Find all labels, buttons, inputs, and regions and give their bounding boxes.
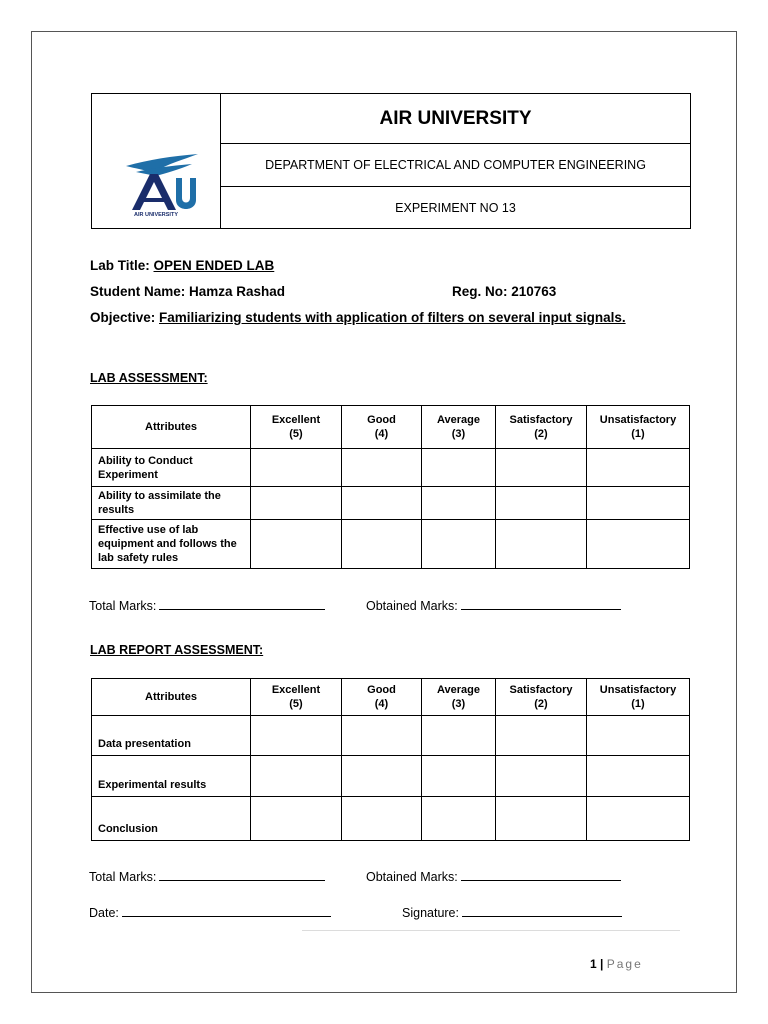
header-excellent: Excellent (5) [251, 406, 342, 449]
objective-label: Objective: [90, 310, 160, 325]
footer-divider [302, 930, 680, 931]
table-row [92, 520, 690, 569]
student-name: Student Name: Hamza Rashad [90, 284, 286, 299]
table-row [92, 449, 690, 487]
report-total-marks-field[interactable] [89, 869, 325, 884]
header-attributes: Attributes [92, 406, 251, 449]
page-number-value: 1 [590, 957, 597, 971]
report-obtained-marks-field[interactable] [366, 869, 621, 884]
attribute-cell: Conclusion [92, 797, 251, 841]
score-cell[interactable] [251, 449, 342, 487]
report-total-marks-label: Total Marks: [89, 870, 157, 884]
header-attributes: Attributes [92, 679, 251, 716]
experiment-number: EXPERIMENT NO 13 [395, 200, 516, 215]
score-cell[interactable] [496, 520, 587, 569]
lab-report-assessment-title: LAB REPORT ASSESSMENT: [90, 643, 264, 657]
total-marks-label: Total Marks: [89, 599, 157, 613]
score-cell[interactable] [496, 716, 587, 756]
score-cell[interactable] [342, 449, 422, 487]
score-cell[interactable] [342, 487, 422, 520]
score-cell[interactable] [422, 449, 496, 487]
lab-assessment-table [91, 405, 690, 569]
table-header-row [92, 406, 690, 449]
header-average: Average (3) [422, 679, 496, 716]
lab-assessment-title: LAB ASSESSMENT: [90, 371, 208, 385]
score-cell[interactable] [587, 487, 690, 520]
table-row [92, 487, 690, 520]
air-university-logo [92, 94, 220, 228]
table-row [92, 716, 690, 756]
attribute-cell: Ability to Conduct Experiment [92, 449, 251, 487]
report-obtained-marks-label: Obtained Marks: [366, 870, 458, 884]
header-excellent: Excellent (5) [251, 679, 342, 716]
obtained-marks-blank[interactable] [461, 598, 621, 610]
score-cell[interactable] [342, 756, 422, 797]
attribute-cell: Data presentation [92, 716, 251, 756]
lab-title-line [90, 258, 274, 273]
score-cell[interactable] [422, 487, 496, 520]
score-cell[interactable] [587, 520, 690, 569]
obtained-marks-label: Obtained Marks: [366, 599, 458, 613]
score-cell[interactable] [496, 449, 587, 487]
logo-cell [92, 94, 221, 228]
attribute-cell: Ability to assimilate the results [92, 487, 251, 520]
date-field[interactable] [89, 905, 331, 920]
attribute-cell: Experimental results [92, 756, 251, 797]
signature-field[interactable] [402, 905, 622, 920]
report-obtained-marks-blank[interactable] [461, 869, 621, 881]
page-label: Page [606, 957, 643, 971]
score-cell[interactable] [251, 716, 342, 756]
total-marks-blank[interactable] [159, 598, 325, 610]
header-satisfactory: Satisfactory (2) [496, 406, 587, 449]
header-average: Average (3) [422, 406, 496, 449]
score-cell[interactable] [342, 520, 422, 569]
objective-line [90, 310, 626, 325]
score-cell[interactable] [422, 520, 496, 569]
score-cell[interactable] [251, 756, 342, 797]
signature-label: Signature: [402, 906, 459, 920]
score-cell[interactable] [422, 797, 496, 841]
obtained-marks-field[interactable] [366, 598, 621, 613]
signature-blank[interactable] [462, 905, 622, 917]
attribute-cell: Effective use of lab equipment and follows the lab safety rules [92, 520, 251, 569]
table-row [92, 797, 690, 841]
date-blank[interactable] [122, 905, 331, 917]
score-cell[interactable] [587, 449, 690, 487]
score-cell[interactable] [587, 756, 690, 797]
score-cell[interactable] [251, 520, 342, 569]
score-cell[interactable] [422, 716, 496, 756]
score-cell[interactable] [342, 797, 422, 841]
header-unsatisfactory: Unsatisfactory (1) [587, 679, 690, 716]
table-header-row [92, 679, 690, 716]
total-marks-field[interactable] [89, 598, 325, 613]
score-cell[interactable] [422, 756, 496, 797]
lab-title-label: Lab Title: [90, 258, 154, 273]
lab-title-value: OPEN ENDED LAB [153, 258, 275, 273]
score-cell[interactable] [251, 487, 342, 520]
department-name: DEPARTMENT OF ELECTRICAL AND COMPUTER ENGINEERING [221, 144, 690, 187]
score-cell[interactable] [587, 797, 690, 841]
header-satisfactory: Satisfactory (2) [496, 679, 587, 716]
header-table [91, 93, 691, 229]
lab-report-table [91, 678, 690, 841]
date-label: Date: [89, 906, 119, 920]
university-name: AIR UNIVERSITY [221, 94, 690, 144]
logo-text: AIR UNIVERSITY [133, 212, 179, 218]
reg-no: Reg. No: 210763 [452, 284, 557, 299]
objective-value: Familiarizing students with application of filters on several input signals. [159, 310, 626, 325]
score-cell[interactable] [587, 716, 690, 756]
score-cell[interactable] [342, 716, 422, 756]
header-good: Good (4) [342, 679, 422, 716]
page-separator: | [600, 957, 604, 971]
header-unsatisfactory: Unsatisfactory (1) [587, 406, 690, 449]
report-total-marks-blank[interactable] [159, 869, 325, 881]
score-cell[interactable] [496, 487, 587, 520]
score-cell[interactable] [496, 756, 587, 797]
page-number [590, 957, 643, 971]
table-row [92, 756, 690, 797]
header-good: Good (4) [342, 406, 422, 449]
score-cell[interactable] [251, 797, 342, 841]
score-cell[interactable] [496, 797, 587, 841]
